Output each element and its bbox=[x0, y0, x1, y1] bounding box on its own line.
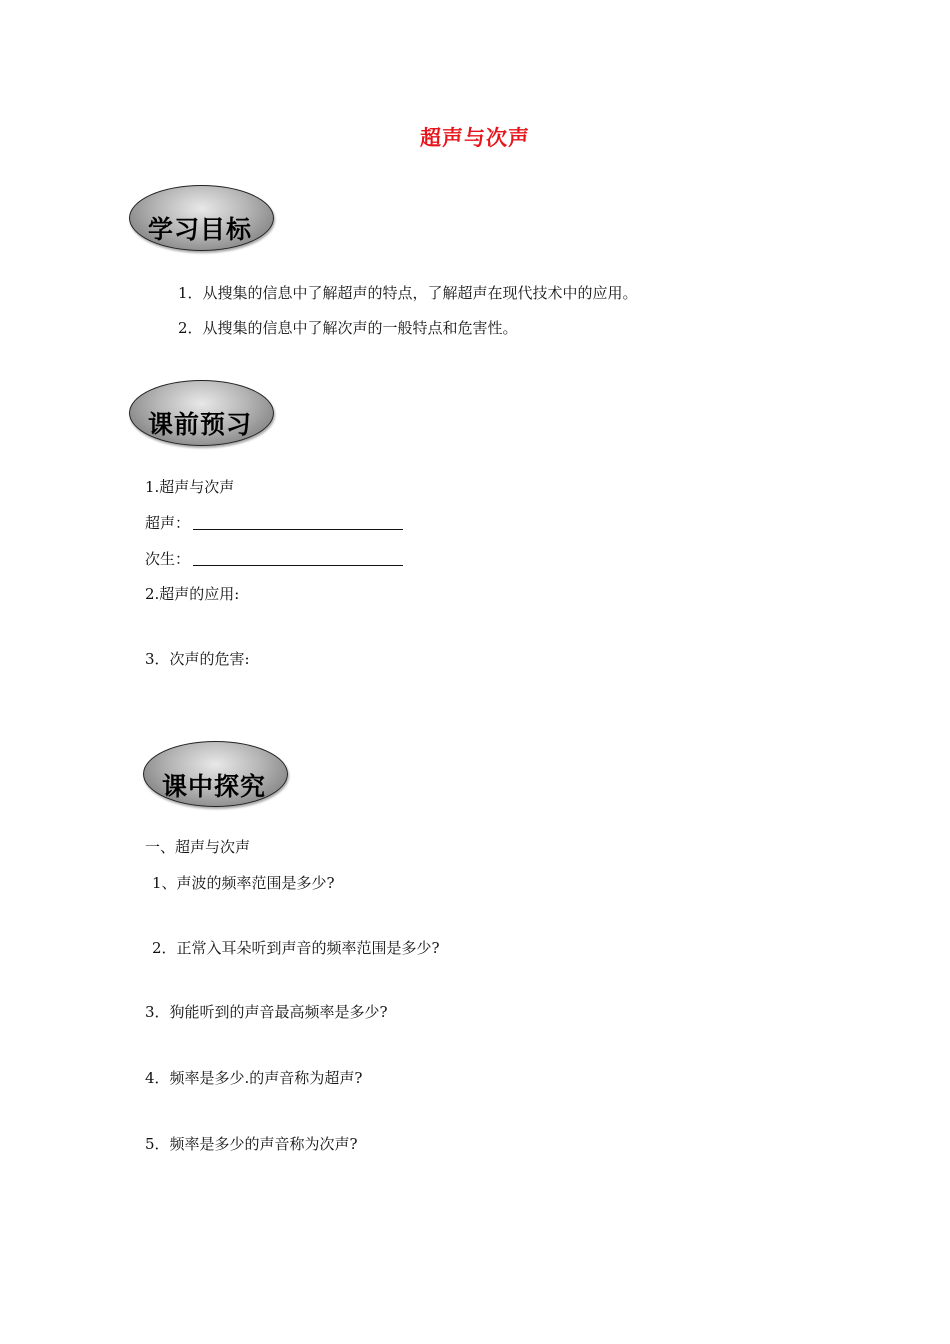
inquiry-question-4: 4．频率是多少.的声音称为超声? bbox=[145, 1069, 363, 1087]
ultrasound-answer-blank[interactable] bbox=[193, 529, 403, 530]
preview-item-2: 2.超声的应用: bbox=[145, 585, 240, 603]
inquiry-heading: 课中探究 bbox=[162, 772, 267, 801]
inquiry-question-1: 1、声波的频率范围是多少? bbox=[152, 874, 335, 892]
ultrasound-field-label: 超声： bbox=[145, 514, 191, 532]
preview-heading: 课前预习 bbox=[148, 410, 253, 439]
inquiry-question-2: 2．正常入耳朵听到声音的频率范围是多少? bbox=[152, 939, 440, 957]
objective-item-1: 1．从搜集的信息中了解超声的特点，了解超声在现代技术中的应用。 bbox=[178, 284, 638, 302]
objective-item-2: 2．从搜集的信息中了解次声的一般特点和危害性。 bbox=[178, 319, 518, 337]
page-title: 超声与次声 bbox=[420, 125, 530, 150]
infrasound-answer-blank[interactable] bbox=[193, 565, 403, 566]
preview-item-1: 1.超声与次声 bbox=[145, 478, 235, 496]
preview-item-3: 3．次声的危害: bbox=[145, 650, 250, 668]
infrasound-field-label: 次生： bbox=[145, 550, 191, 568]
inquiry-question-5: 5．频率是多少的声音称为次声? bbox=[145, 1135, 358, 1153]
inquiry-subheading: 一、超声与次声 bbox=[145, 838, 251, 856]
inquiry-question-3: 3．狗能听到的声音最高频率是多少? bbox=[145, 1003, 388, 1021]
objectives-heading: 学习目标 bbox=[148, 215, 253, 244]
